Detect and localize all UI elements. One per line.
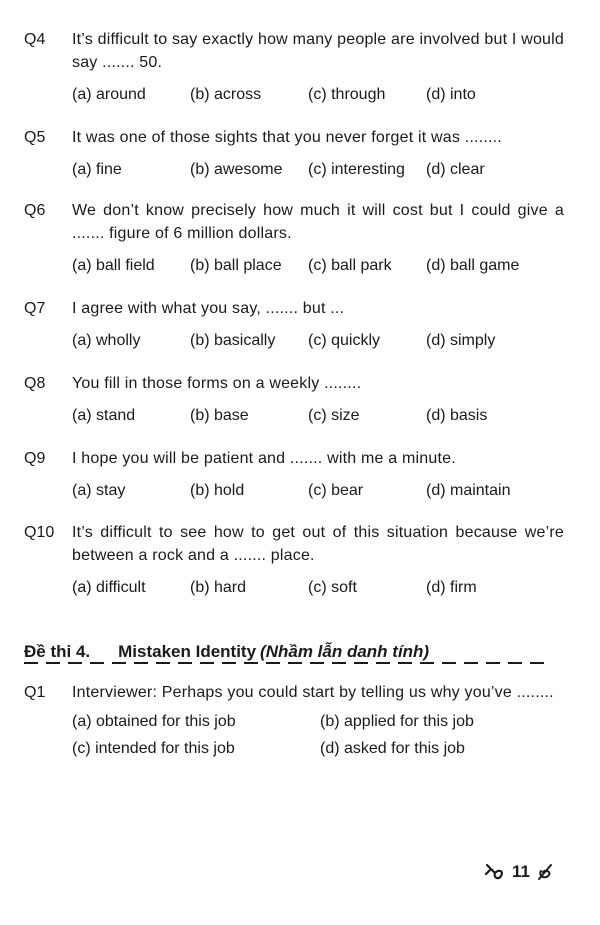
question-q8 [24,372,564,427]
option-a[interactable]: (a) obtained for this job [72,713,236,730]
option-a[interactable]: (a) wholly [72,332,141,349]
option-b[interactable]: (b) ball place [190,257,282,274]
question-q5 [24,126,564,181]
question-number: Q7 [24,300,46,317]
question-number: Q4 [24,31,46,48]
answer-options [72,576,564,599]
option-c[interactable]: (c) ball park [308,257,392,274]
option-c[interactable]: (c) bear [308,482,364,499]
section-dashed-rule [24,662,552,664]
question-text: I agree with what you say, ....... but ... [72,300,345,317]
question-text: Interviewer: Perhaps you could start by telling us why you’ve ........ [72,684,554,701]
option-b[interactable]: (b) awesome [190,161,283,178]
ornament-left-icon [484,862,506,882]
option-d[interactable]: (d) simply [426,332,496,349]
section-label: Đề thi 4. [24,642,91,661]
option-c[interactable]: (c) intended for this job [72,740,235,757]
question-text: It’s difficult to see how to get out of this situation because we’re between a rock and a ....... place. [72,524,564,564]
question-q4 [24,28,564,106]
question-text: You fill in those forms on a weekly ........ [72,375,362,392]
option-a[interactable]: (a) stand [72,407,136,424]
section-title: Mistaken Identity [118,642,257,661]
option-a[interactable]: (a) around [72,86,146,103]
option-b[interactable]: (b) base [190,407,249,424]
answer-options [72,329,564,352]
option-d[interactable]: (d) maintain [426,482,511,499]
question-number: Q5 [24,129,46,146]
option-d[interactable]: (d) into [426,86,476,103]
question-number: Q10 [24,524,55,541]
option-a[interactable]: (a) stay [72,482,126,499]
answer-options [72,710,564,760]
page-number: 11 [512,862,530,881]
section-heading [24,640,552,664]
question-number: Q1 [24,684,46,701]
answer-options [72,83,564,106]
question-section-q1 [24,681,564,760]
question-number: Q6 [24,202,46,219]
answer-options [72,404,564,427]
question-q6 [24,199,564,277]
question-number: Q8 [24,375,46,392]
option-a[interactable]: (a) difficult [72,579,146,596]
option-b[interactable]: (b) hold [190,482,245,499]
ornament-right-icon [536,862,554,882]
question-text: It was one of those sights that you never forget it was ........ [72,129,502,146]
question-q10 [24,521,564,599]
question-q9 [24,447,564,502]
option-b[interactable]: (b) across [190,86,262,103]
question-text: I hope you will be patient and ....... with me a minute. [72,450,456,467]
option-c[interactable]: (c) interesting [308,161,405,178]
option-c[interactable]: (c) through [308,86,386,103]
option-c[interactable]: (c) soft [308,579,357,596]
option-d[interactable]: (d) clear [426,161,485,178]
option-a[interactable]: (a) ball field [72,257,155,274]
question-q7 [24,297,564,352]
answer-options [72,158,564,181]
option-b[interactable]: (b) hard [190,579,247,596]
option-a[interactable]: (a) fine [72,161,122,178]
question-number: Q9 [24,450,46,467]
option-d[interactable]: (d) asked for this job [320,740,465,757]
option-d[interactable]: (d) ball game [426,257,520,274]
question-text: It’s difficult to say exactly how many people are involved but I would say ....... 50. [72,31,564,71]
option-d[interactable]: (d) basis [426,407,488,424]
option-d[interactable]: (d) firm [426,579,477,596]
option-c[interactable]: (c) quickly [308,332,381,349]
answer-options [72,479,564,502]
answer-options [72,254,564,277]
option-b[interactable]: (b) applied for this job [320,713,474,730]
section-subtitle: (Nhầm lẫn danh tính) [260,642,430,661]
page-footer [484,862,554,882]
question-text: We don’t know precisely how much it will cost but I could give a ....... figure of 6 million dollars. [72,202,564,242]
option-c[interactable]: (c) size [308,407,360,424]
option-b[interactable]: (b) basically [190,332,276,349]
